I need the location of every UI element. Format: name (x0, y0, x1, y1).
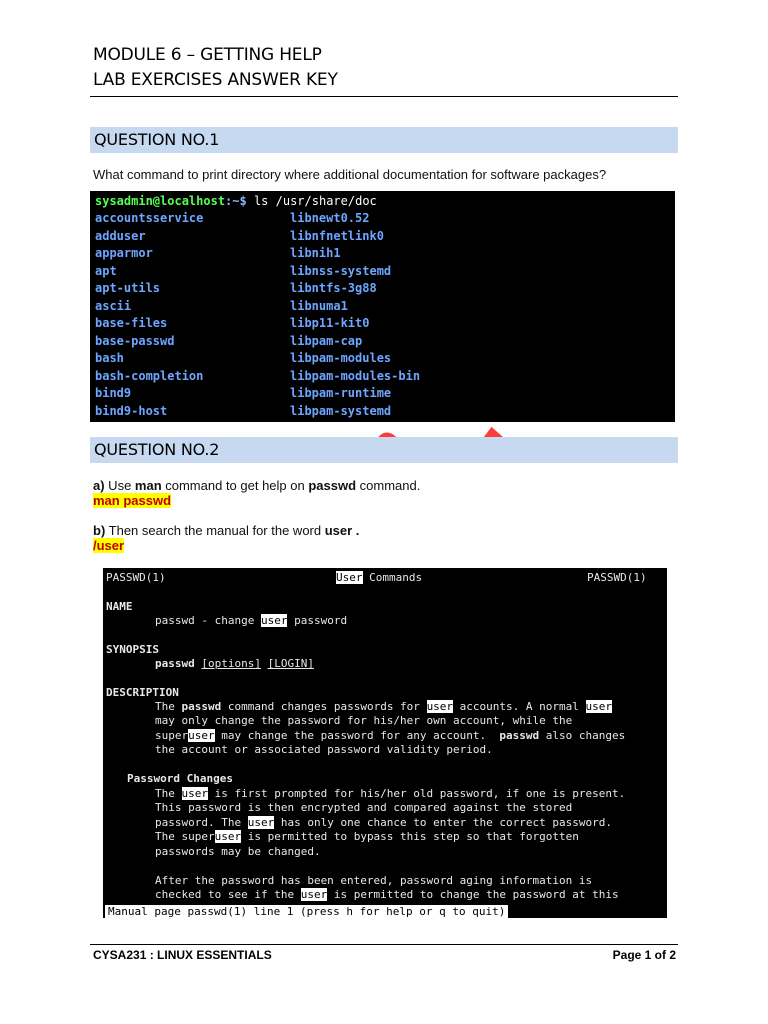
part-a-bold-1: man (134, 478, 162, 493)
part-b-label: b) (93, 523, 106, 538)
doc-directory-item: adduser (95, 228, 146, 243)
terminal-ls-output (90, 191, 675, 422)
man-desc-line-2: may only change the password for his/her own account, while the (155, 714, 573, 727)
title-rule (90, 96, 678, 97)
doc-directory-item: bind9-host (95, 403, 168, 418)
man-aging-line-1: After the password has been entered, password aging information is (155, 874, 593, 887)
question-1-text: What command to print directory where additional documentation for software packages? (93, 167, 607, 182)
part-b-bold-1: user . (324, 523, 360, 538)
man-pc-line-3 (155, 816, 612, 830)
man-synopsis-line (155, 657, 314, 671)
doc-directory-item: libpam-cap (290, 333, 363, 348)
search-match: user (260, 614, 288, 627)
search-match: user (188, 729, 215, 742)
man-bold: passwd (499, 729, 540, 742)
man-text: may change the password for any account. (214, 729, 500, 742)
man-password-changes-heading: Password Changes (127, 772, 233, 785)
search-match: user (247, 816, 275, 829)
question-2-header: QUESTION NO.2 (90, 437, 678, 463)
part-a-label: a) (93, 478, 105, 493)
doc-directory-item: ascii (95, 298, 132, 313)
doc-directory-item: libpam-runtime (290, 386, 392, 400)
man-text: has only one chance to enter the correct password. (274, 816, 612, 829)
man-pc-line-2: This password is then encrypted and compared against the stored (155, 801, 573, 814)
title-line-2: LAB EXERCISES ANSWER KEY (93, 70, 338, 90)
doc-directory-item: libnfnetlink0 (290, 228, 384, 243)
doc-directory-item: libpam-systemd (290, 403, 392, 418)
doc-directory-item: bash-completion (95, 368, 204, 383)
doc-directory-item: apt-utils (95, 281, 161, 295)
man-text: The super (155, 830, 215, 843)
man-name-post: password (287, 614, 348, 627)
doc-directory-item: libnuma1 (290, 298, 348, 313)
man-text: checked to see if the (155, 888, 301, 901)
man-text: also changes (539, 729, 626, 742)
terminal-man-page (103, 568, 667, 918)
man-pc-line-1 (155, 787, 625, 801)
man-name-line (155, 614, 347, 628)
part-a-text-1: Use (104, 478, 135, 493)
man-pc-line-5: passwords may be changed. (155, 845, 321, 858)
search-match: user (585, 700, 613, 713)
prompt-command: ls /usr/share/doc (246, 194, 377, 208)
search-match: user (214, 830, 242, 843)
question-2a-text (93, 478, 420, 493)
search-match: user (181, 787, 208, 800)
man-desc-line-4: the account or associated password validity period. (155, 743, 493, 756)
doc-directory-item: libpam-modules-bin (290, 368, 421, 383)
footer-rule (90, 944, 678, 945)
part-a-text-2: command to get help on (161, 478, 309, 493)
man-text: super (155, 729, 189, 742)
doc-directory-item: base-files (95, 316, 168, 330)
doc-directory-item: libntfs-3g88 (290, 281, 377, 295)
doc-directory-item: apt (95, 263, 117, 278)
doc-directory-item: libnewt0.52 (290, 211, 370, 225)
man-synopsis-heading: SYNOPSIS (106, 643, 159, 656)
man-text: is permitted to change the password at this (327, 888, 619, 901)
question-1-header: QUESTION NO.1 (90, 127, 678, 153)
doc-directory-item: libnih1 (290, 246, 341, 260)
man-text: command changes passwords for (221, 700, 427, 713)
doc-directory-item: libnss-systemd (290, 263, 392, 278)
man-header-center (336, 571, 422, 585)
search-match: user (300, 888, 328, 901)
man-name-pre: passwd - change (155, 614, 261, 627)
answer-2a: man passwd (93, 493, 172, 508)
doc-directory-item: libpam-modules (290, 351, 392, 365)
man-desc-line-3 (155, 729, 625, 743)
man-text: is first prompted for his/her old password, if one is present. (208, 787, 626, 800)
title-line-1: MODULE 6 – GETTING HELP (93, 45, 322, 65)
man-name-heading: NAME (106, 600, 133, 613)
search-match: user (426, 700, 454, 713)
man-header-right: PASSWD(1) (587, 571, 647, 584)
prompt-path: :~$ (225, 194, 247, 208)
man-text: password. The (155, 816, 248, 829)
doc-directory-item: apparmor (95, 246, 153, 260)
man-text: accounts. A normal (453, 700, 586, 713)
search-match: User (336, 571, 363, 584)
doc-directory-item: bash (95, 351, 124, 365)
man-aging-line-2 (155, 888, 619, 902)
man-text: The (155, 700, 182, 713)
man-synopsis-cmd: passwd (155, 657, 195, 670)
man-desc-line-1 (155, 700, 612, 714)
man-synopsis-login: [LOGIN] (267, 657, 314, 670)
man-pc-line-4 (155, 830, 579, 844)
doc-directory-item: libp11-kit0 (290, 316, 370, 330)
part-a-text-3: command. (356, 478, 421, 493)
part-b-text-1: Then search the manual for the word (105, 523, 325, 538)
doc-directory-item: bind9 (95, 386, 132, 400)
man-synopsis-options: [options] (201, 657, 261, 670)
footer-page-number: Page 1 of 2 (612, 948, 676, 962)
question-2b-text (93, 523, 359, 538)
man-text: is permitted to bypass this step so that forgotten (241, 830, 579, 843)
pager-status-bar: Manual page passwd(1) line 1 (press h for help or q to quit) (105, 905, 508, 918)
footer-course: CYSA231 : LINUX ESSENTIALS (93, 948, 272, 962)
doc-directory-item: base-passwd (95, 333, 175, 348)
man-description-heading: DESCRIPTION (106, 686, 179, 699)
man-header-left: PASSWD(1) (106, 571, 166, 584)
prompt-user: sysadmin@localhost (95, 194, 226, 208)
man-text: The (155, 787, 182, 800)
doc-directory-item: accountsservice (95, 211, 204, 225)
man-bold: passwd (181, 700, 222, 713)
man-header-center-rest: Commands (362, 571, 423, 584)
terminal-prompt-line (95, 193, 377, 210)
document-title (93, 43, 338, 93)
part-a-bold-2: passwd (308, 478, 357, 493)
answer-2b: /user (93, 538, 125, 553)
